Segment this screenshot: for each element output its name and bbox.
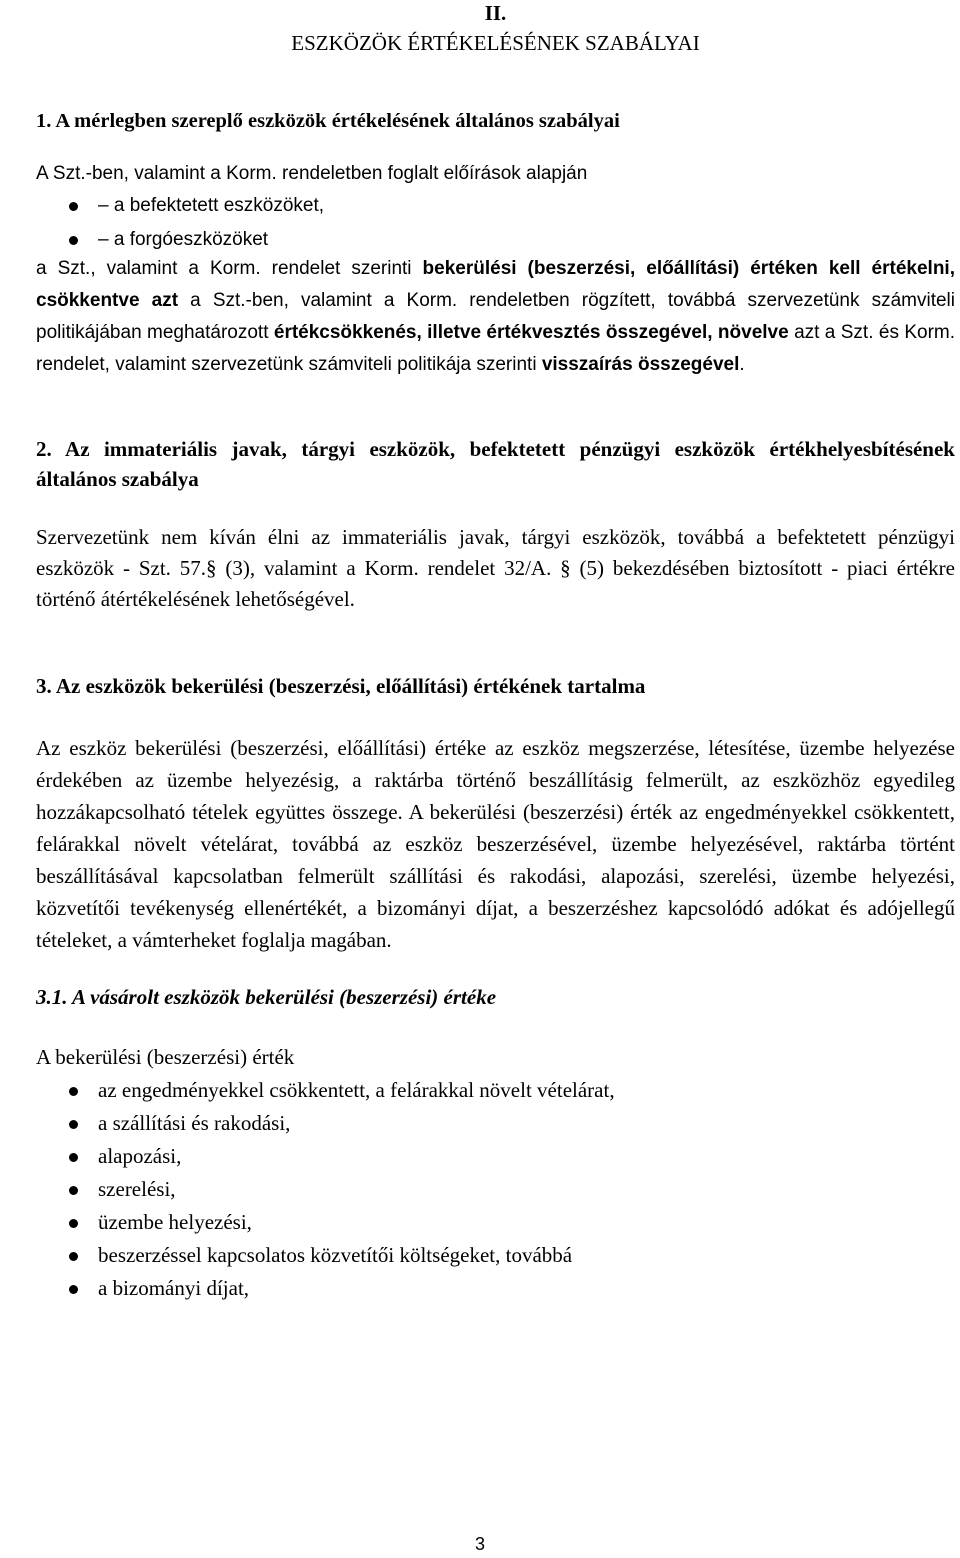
page-number: 3 bbox=[474, 1534, 485, 1554]
section-3-body: Az eszköz bekerülési (beszerzési, előállítási) értéke az eszköz megszerzése, létesítése, üzembe helyezése érdekében az üzembe helyezésig, a raktárba történő beszállításig felmerült, az eszközhöz egyedileg hozzákapcsolható tételek együttes összege. A bekerülési (beszerzési) érték az engedményekkel csökkentett, felárakkal növelt vételárat, továbbá az eszköz beszerzésével, üzembe helyezésével, raktárba történt beszállításával kapcsolatban felmerült szállítási és rakodási, alapozási, szerelési, üzembe helyezési, közvetítői tevékenység ellenértékét, a bizományi díjat, a beszerzéshez kapcsolódó adókat és adójellegű tételeket, a vámterheket foglalja magában. bbox=[36, 736, 955, 952]
bullet-icon bbox=[69, 1219, 78, 1228]
list-item: – a forgóeszközöket bbox=[36, 225, 955, 255]
bullet-icon bbox=[69, 1252, 78, 1261]
bullet-icon bbox=[69, 1087, 78, 1096]
list-item: szerelési, bbox=[36, 1173, 955, 1206]
section-2-body: Szervezetünk nem kíván élni az immateriális javak, tárgyi eszközök, továbbá a befektetett pénzügyi eszközök - Szt. 57.§ (3), valamint a Korm. rendelet 32/A. § (5) bekezdésében biztosított - piaci értékre történő átértékelésének lehetőségével. bbox=[36, 525, 955, 611]
section-3-1-heading: 3.1. A vásárolt eszközök bekerülési (beszerzési) értéke bbox=[36, 985, 497, 1009]
list-item: a bizományi díjat, bbox=[36, 1272, 955, 1305]
section-3-1-subheading: A bekerülési (beszerzési) érték bbox=[36, 1045, 295, 1069]
bullet-icon bbox=[69, 236, 78, 245]
list-item: a szállítási és rakodási, bbox=[36, 1107, 955, 1140]
bullet-icon bbox=[69, 1153, 78, 1162]
section-3-heading: 3. Az eszközök bekerülési (beszerzési, előállítási) értékének tartalma bbox=[36, 674, 646, 698]
chapter-title: ESZKÖZÖK ÉRTÉKELÉSÉNEK SZABÁLYAI bbox=[291, 31, 700, 55]
list-item: üzembe helyezési, bbox=[36, 1206, 955, 1239]
bullet-icon bbox=[69, 1186, 78, 1195]
bullet-icon bbox=[69, 1285, 78, 1294]
chapter-number: II. bbox=[484, 1, 507, 25]
bullet-icon bbox=[69, 1120, 78, 1129]
section-2-heading: 2. Az immateriális javak, tárgyi eszközök, befektetett pénzügyi eszközök értékhelyesbítésének általános szabálya bbox=[36, 437, 955, 491]
section-1-body: a Szt., valamint a Korm. rendelet szerinti bekerülési (beszerzési, előállítási) értéken kell értékelni, csökkentve azt a Szt.-ben, valamint a Korm. rendeletben rögzített, továbbá szervezetünk számviteli politikájában meghatározott értékcsökkenés, illetve értékvesztés összegével, növelve azt a Szt. és Korm. rendelet, valamint szervezetünk számviteli politikája szerinti visszaírás összegével. bbox=[36, 258, 956, 375]
list-item: beszerzéssel kapcsolatos közvetítői költségeket, továbbá bbox=[36, 1239, 955, 1272]
section-1-list bbox=[36, 191, 955, 255]
section-1-heading: 1. A mérlegben szereplő eszközök értékelésének általános szabályai bbox=[36, 110, 620, 132]
list-item: – a befektetett eszközöket, bbox=[36, 191, 955, 221]
document-page bbox=[36, 0, 955, 1305]
section-3-1-list bbox=[36, 1074, 955, 1305]
section-1-intro: A Szt.-ben, valamint a Korm. rendeletben foglalt előírások alapján bbox=[36, 163, 588, 184]
bullet-icon bbox=[69, 202, 78, 211]
list-item: alapozási, bbox=[36, 1140, 955, 1173]
list-item: az engedményekkel csökkentett, a felárakkal növelt vételárat, bbox=[36, 1074, 955, 1107]
